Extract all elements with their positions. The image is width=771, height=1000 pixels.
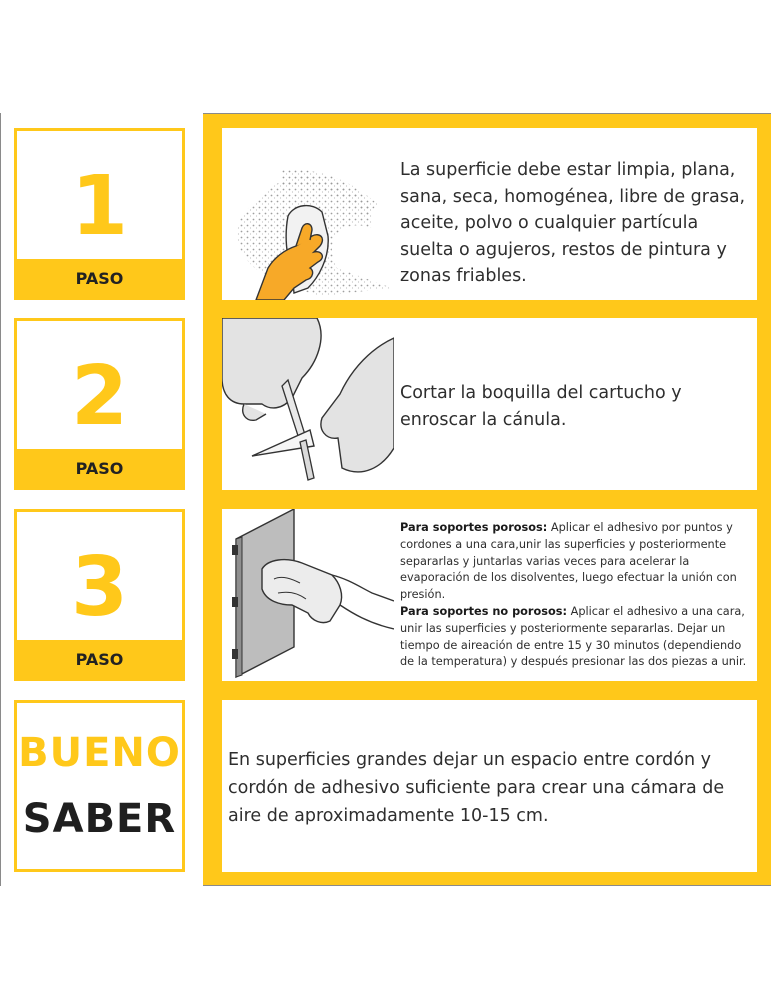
nonporous-body: Aplicar el adhesivo a una cara, unir las superficies y posteriormente separarlas. Dejar un tiempo de aireación de entre 15 y 30 minutos (dependiendo de la temperatura) y después presionar las dos piezas a unir. bbox=[400, 605, 747, 669]
tip-title-line1: BUENO bbox=[18, 730, 181, 776]
step-3-badge bbox=[14, 509, 185, 681]
step-3-panel bbox=[222, 509, 757, 681]
nonporous-heading: Para soportes no porosos: bbox=[400, 605, 567, 618]
tip-title-line2: SABER bbox=[22, 796, 177, 842]
left-column bbox=[0, 113, 203, 886]
tip-badge bbox=[14, 700, 185, 872]
porous-body: Aplicar el adhesivo por puntos y cordones a una cara,unir las superficies y posteriormente separarlas y juntarlas varias veces para acelerar la evaporación de los disolventes, luego efectuar la unión con presión. bbox=[400, 521, 737, 602]
step-label: PASO bbox=[17, 449, 182, 487]
pressing-panel-glove-icon bbox=[222, 509, 394, 681]
tip-text: En superficies grandes dejar un espacio entre cordón y cordón de adhesivo suficiente para crear una cámara de aire de aproximadamente 10-15 cm. bbox=[228, 750, 725, 826]
step-2-badge bbox=[14, 318, 185, 490]
step-number: 2 bbox=[70, 349, 129, 444]
cutting-cartridge-nozzle-icon bbox=[222, 318, 394, 490]
step-3-nonporous-text bbox=[400, 604, 750, 671]
step-3-porous-text bbox=[400, 520, 750, 604]
step-1-panel bbox=[222, 128, 757, 300]
cleaning-cloth-glove-icon bbox=[222, 128, 394, 300]
step-2-panel bbox=[222, 318, 757, 490]
step-label: PASO bbox=[17, 640, 182, 678]
step-1-text: La superficie debe estar limpia, plana, sana, seca, homogénea, libre de grasa, aceite, polvo o cualquier partícula suelta o agujeros, restos de pintura y zonas friables. bbox=[400, 160, 746, 286]
step-number: 3 bbox=[70, 540, 129, 635]
step-2-text: Cortar la boquilla del cartucho y enroscar la cánula. bbox=[400, 383, 682, 430]
step-label: PASO bbox=[17, 259, 182, 297]
porous-heading: Para soportes porosos: bbox=[400, 521, 548, 534]
tip-panel bbox=[222, 700, 757, 872]
step-1-badge bbox=[14, 128, 185, 300]
step-number: 1 bbox=[70, 159, 129, 254]
